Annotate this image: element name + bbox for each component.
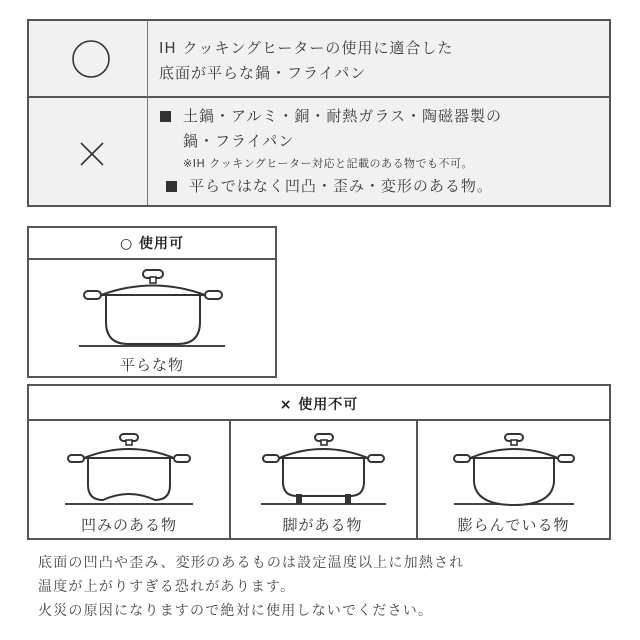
circle-ok-icon (71, 39, 111, 79)
usable-panel (27, 226, 277, 378)
footer-line3: 火災の原因になりますので絶対に使用しないでください。 (38, 603, 434, 619)
ok-text-line2: 底面が平らな鍋・フライパン (159, 64, 367, 82)
ng-item1-line2: 鍋・フライパン (183, 132, 295, 150)
unusable-panel (27, 384, 611, 540)
dented-pot-icon (29, 430, 229, 510)
unusable-caption-dented: 凹みのある物 (80, 516, 177, 534)
unusable-caption-legs: 脚がある物 (282, 516, 363, 534)
ok-text-line1: IH クッキングヒーターの使用に適合した (159, 39, 454, 57)
compatibility-table (27, 19, 611, 207)
usable-caption: 平らな物 (119, 356, 184, 374)
flat-pot-icon (29, 264, 275, 354)
cross-ng-icon (79, 141, 105, 167)
footer-line2: 温度が上がりすぎる恐れがあります。 (38, 579, 296, 595)
unusable-caption-bulging: 膨らんでいる物 (457, 516, 570, 534)
ng-item2: 平らではなく凹凸・歪み・変形のある物。 (189, 177, 493, 195)
ng-item1-line1: 土鍋・アルミ・銅・耐熱ガラス・陶磁器製の (183, 107, 502, 125)
table-row-divider (29, 96, 609, 98)
bulging-pot-icon (418, 430, 609, 510)
square-bullet-icon (160, 111, 171, 122)
header-divider (29, 258, 275, 260)
usable-header: ○ 使用可 (119, 236, 185, 252)
header-divider (29, 419, 609, 421)
ng-note: ※IH クッキングヒーター対応と記載のある物でも不可。 (183, 157, 473, 170)
legged-pot-icon (231, 430, 416, 510)
footer-line1: 底面の凹凸や歪み、変形のあるものは設定温度以上に加熱され (38, 555, 465, 571)
square-bullet-icon (166, 181, 177, 192)
unusable-header: × 使用不可 (279, 397, 359, 413)
table-column-divider (147, 21, 148, 205)
